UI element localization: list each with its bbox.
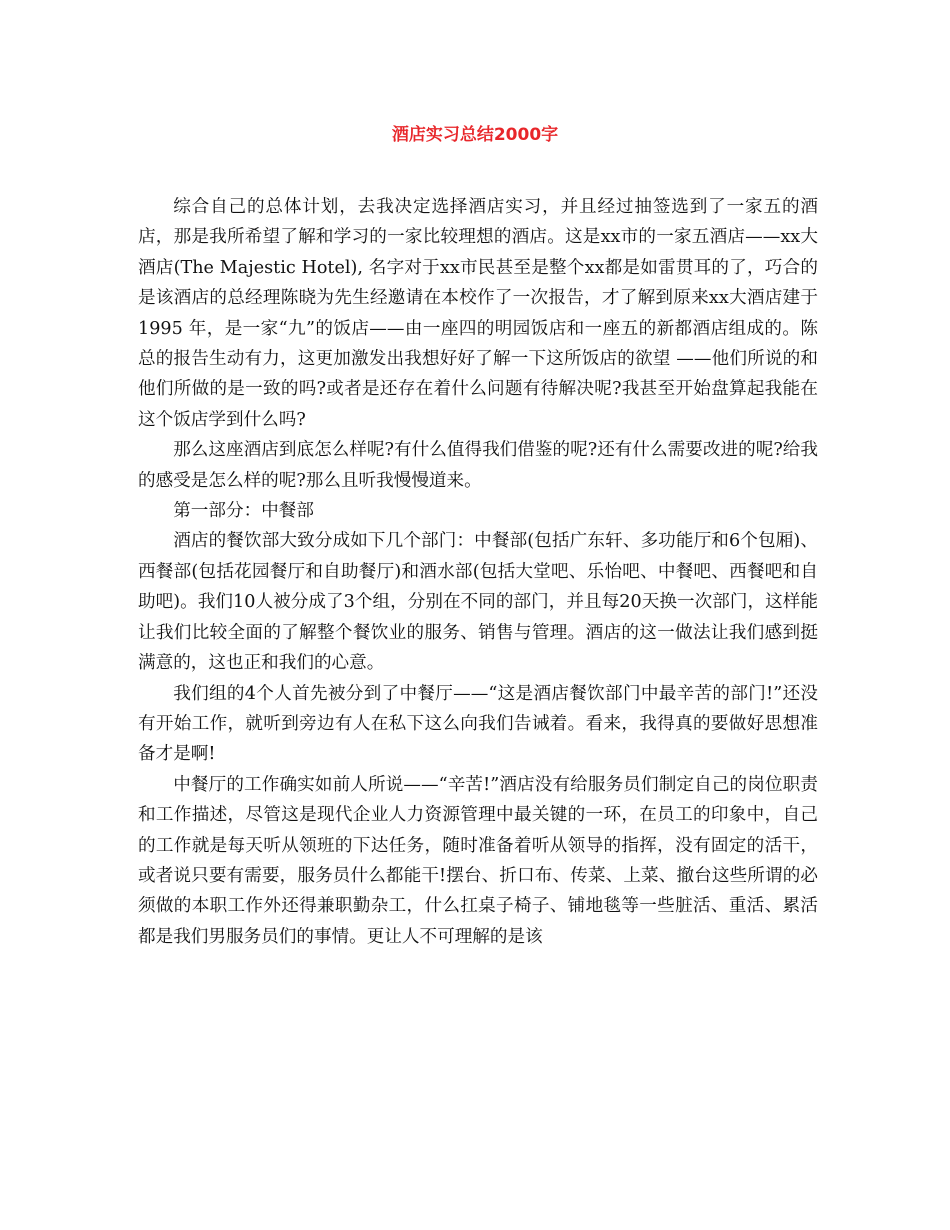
paragraph: 综合自己的总体计划，去我决定选择酒店实习，并且经过抽签选到了一家五的酒店，那是我所希望了解和学习的一家比较理想的酒店。这是xx市的一家五酒店——xx大酒店(The Majestic Hotel), 名字对于xx市民甚至是整个xx都是如雷贯耳的了，巧合的是该酒店的总经理陈晓为先生经邀请在本校作了一次报告，才了解到原来xx大酒店建于1995 年，是一家“九”的饭店——由一座四的明园饭店和一座五的新都酒店组成的。陈总的报告生动有力，这更加激发出我想好好了解一下这所饭店的欲望 ——他们所说的和他们所做的是一致的吗?或者是还存在着什么问题有待解决呢?我甚至开始盘算起我能在这个饭店学到什么吗? [138, 197, 818, 430]
document-body [138, 192, 818, 952]
document-title: 酒店实习总结2000字 [391, 125, 559, 145]
paragraph: 那么这座酒店到底怎么样呢?有什么值得我们借鉴的呢?还有什么需要改进的呢?给我的感受是怎么样的呢?那么且听我慢慢道来。 [138, 440, 818, 491]
paragraph: 中餐厅的工作确实如前人所说——“辛苦!”酒店没有给服务员们制定自己的岗位职责和工作描述，尽管这是现代企业人力资源管理中最关键的一环，在员工的印象中，自己的工作就是每天听从领班的下达任务，随时准备着听从领导的指挥，没有固定的活干，或者说只要有需要，服务员什么都能干!摆台、折口布、传菜、上菜、撤台这些所谓的必须做的本职工作外还得兼职勤杂工，什么扛桌子椅子、铺地毯等一些脏活、重活、累活都是我们男服务员们的事情。更让人不可理解的是该 [138, 774, 818, 947]
section-heading: 第一部分：中餐部 [173, 501, 314, 522]
paragraph: 我们组的4个人首先被分到了中餐厅——“这是酒店餐饮部门中最辛苦的部门!”还没有开始工作，就听到旁边有人在私下这么向我们告诫着。看来，我得真的要做好思想准备才是啊! [138, 683, 818, 765]
paragraph: 酒店的餐饮部大致分成如下几个部门：中餐部(包括广东轩、多功能厅和6个包厢)、西餐部(包括花园餐厅和自助餐厅)和酒水部(包括大堂吧、乐怡吧、中餐吧、西餐吧和自助吧)。我们10人被分成了3个组，分别在不同的部门，并且每20天换一次部门，这样能让我们比较全面的了解整个餐饮业的服务、销售与管理。酒店的这一做法让我们感到挺满意的，这也正和我们的心意。 [138, 531, 818, 674]
